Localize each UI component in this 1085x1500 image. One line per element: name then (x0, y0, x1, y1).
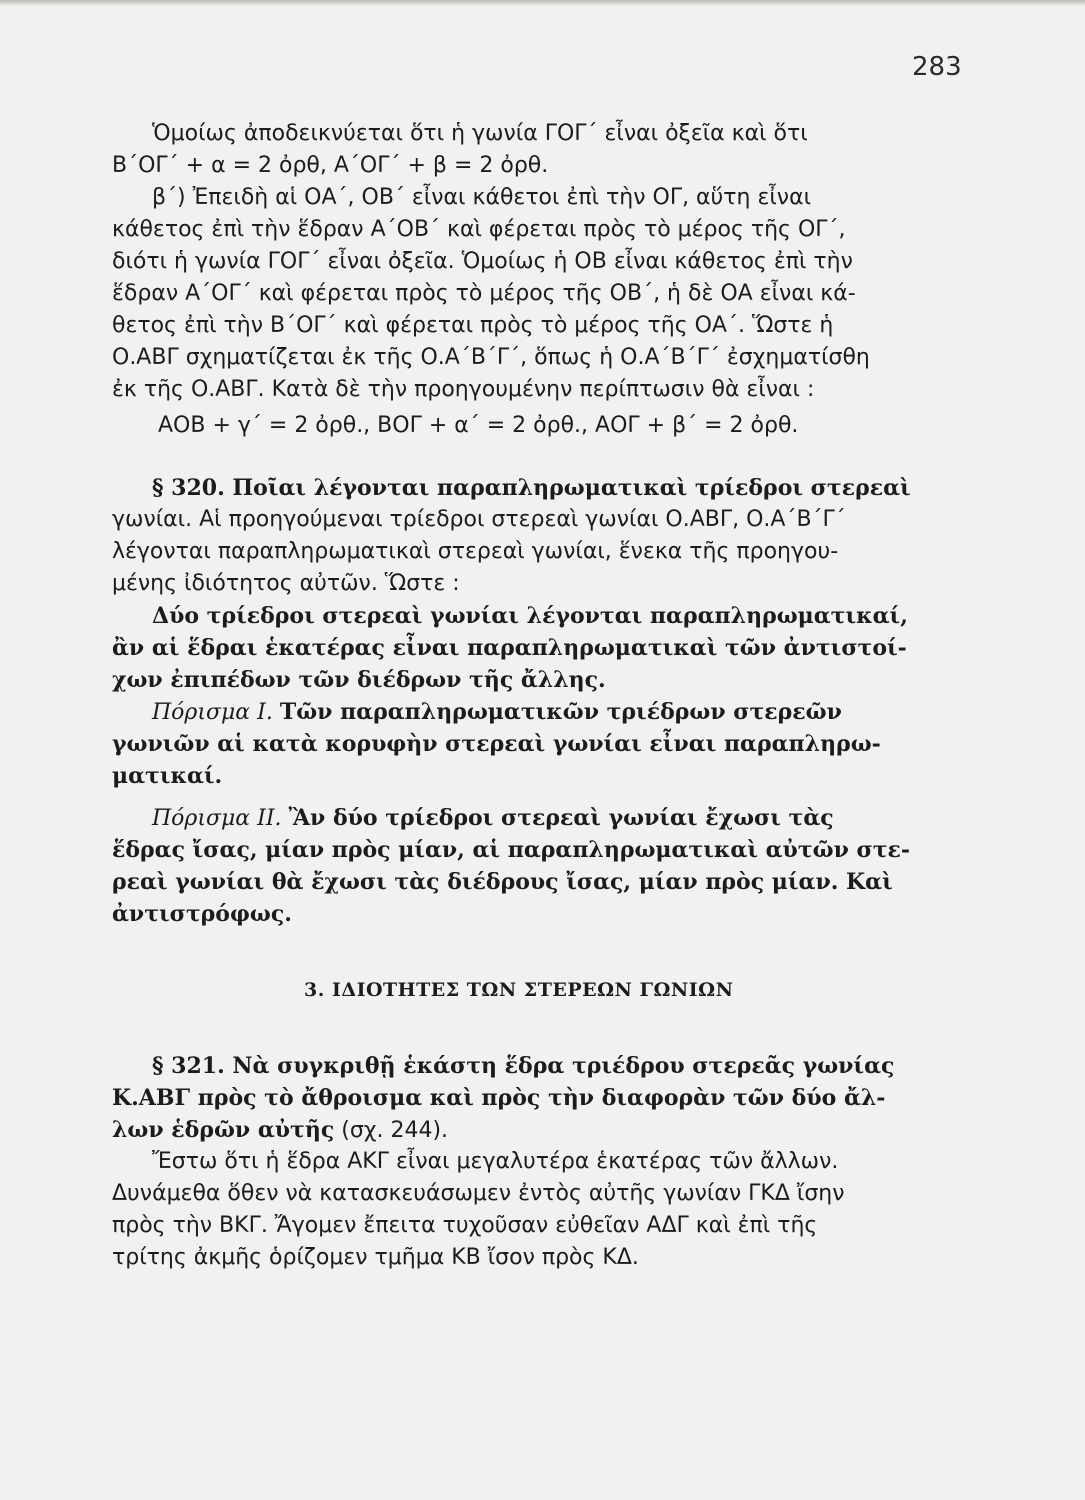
text-line: κάθετος ἐπὶ τὴν ἕδραν Α΄ΟΒ΄ καὶ φέρεται πρὸς τὸ μέρος τῆς ΟΓ΄, (112, 217, 846, 242)
text-line: Ἔστω ὅτι ἡ ἕδρα ΑΚΓ εἶναι μεγαλυτέρα ἑκατέρας τῶν ἄλλων. (152, 1149, 839, 1174)
section-321-heading-text: λων ἑδρῶν αὐτῆς (112, 1117, 335, 1143)
porisma-line: ματικαί. (112, 763, 223, 789)
porisma-1-label: Πόρισμα Ι. (152, 700, 273, 725)
definition-line: Δύο τρίεδροι στερεαὶ γωνίαι λέγονται παραπληρωματικαί, (152, 603, 908, 629)
page-number: 283 (912, 52, 962, 82)
porisma-2-text: Ἂν δύο τρίεδροι στερεαὶ γωνίαι ἔχωσι τὰς (288, 805, 834, 831)
section-321-heading-end (112, 1114, 970, 1146)
text-line: Δυνάμεθα ὅθεν νὰ κατασκευάσωμεν ἐντὸς αὐτῆς γωνίαν ΓΚΔ ἴσην (112, 1181, 845, 1206)
angle-equation-line: Β΄ΟΓ΄ + α = 2 ὀρθ, Α΄ΟΓ΄ + β = 2 ὀρθ. (112, 153, 549, 178)
text-line: μένης ἰδιότητος αὐτῶν. Ὥστε : (112, 571, 460, 596)
text-line: θετος ἐπὶ τὴν Β΄ΟΓ΄ καὶ φέρεται πρὸς τὸ μέρος τῆς ΟΑ΄. Ὥστε ἡ (112, 313, 834, 338)
definition-line: ἂν αἱ ἕδραι ἑκατέρας εἶναι παραπληρωματικαὶ τῶν ἀντιστοί- (112, 635, 907, 661)
definition-line: χων ἐπιπέδων τῶν διέδρων τῆς ἄλλης. (112, 667, 606, 693)
porisma-line: γωνιῶν αἱ κατὰ κορυφὴν στερεαὶ γωνίαι εἶναι παραπληρω- (112, 731, 881, 757)
porisma-2-line (112, 802, 970, 834)
section-title: 3. ΙΔΙΟΤΗΤΕΣ ΤΩΝ ΣΤΕΡΕΩΝ ΓΩΝΙΩΝ (304, 979, 734, 1001)
section-321-heading: § 321. Νὰ συγκριθῇ ἑκάστη ἕδρα τριέδρου στερεᾶς γωνίας (152, 1053, 895, 1079)
figure-reference: (σχ. 244). (341, 1118, 449, 1143)
text-line: διότι ἡ γωνία ΓΟΓ΄ εἶναι ὀξεῖα. Ὁμοίως ἡ ΟΒ εἶναι κάθετος ἐπὶ τὴν (112, 249, 853, 274)
text-line: γωνίαι. Αἱ προηγούμεναι τρίεδροι στερεαὶ γωνίαι Ο.ΑΒΓ, Ο.Α΄Β΄Γ΄ (112, 507, 846, 532)
text-line: πρὸς τὴν ΒΚΓ. Ἄγομεν ἔπειτα τυχοῦσαν εὐθεῖαν ΑΔΓ καὶ ἐπὶ τῆς (112, 1213, 818, 1238)
text-line: Ὁμοίως ἀποδεικνύεται ὅτι ἡ γωνία ΓΟΓ΄ εἶναι ὀξεῖα καὶ ὅτι (152, 121, 808, 146)
porisma-1-text: Τῶν παραπληρωματικῶν τριέδρων στερεῶν (279, 699, 842, 725)
text-line: τρίτης ἀκμῆς ὁρίζομεν τμῆμα ΚΒ ἴσον πρὸς ΚΔ. (112, 1245, 639, 1270)
formula-line: ΑΟΒ + γ΄ = 2 ὀρθ., ΒΟΓ + α΄ = 2 ὀρθ., ΑΟΓ + β΄ = 2 ὀρθ. (158, 413, 799, 438)
porisma-line: ἕδρας ἴσας, μίαν πρὸς μίαν, αἱ παραπληρωματικαὶ αὐτῶν στε- (112, 837, 911, 863)
text-line: ἐκ τῆς Ο.ΑΒΓ. Κατὰ δὲ τὴν προηγουμένην περίπτωσιν θὰ εἶναι : (112, 377, 815, 402)
text-line: λέγονται παραπληρωματικαὶ στερεαὶ γωνίαι, ἕνεκα τῆς προηγου- (112, 539, 839, 564)
text-line: Ο.ΑΒΓ σχηματίζεται ἐκ τῆς Ο.Α΄Β΄Γ΄, ὅπως ἡ Ο.Α΄Β΄Γ΄ ἐσχηματίσθη (112, 345, 870, 370)
page-body (112, 118, 970, 1274)
page-top-edge (0, 0, 1085, 6)
section-321-heading: Κ.ΑΒΓ πρὸς τὸ ἄθροισμα καὶ πρὸς τὴν διαφορὰν τῶν δύο ἄλ- (112, 1085, 886, 1111)
porisma-line: ρεαὶ γωνίαι θὰ ἔχωσι τὰς διέδρους ἴσας, μίαν πρὸς μίαν. Καὶ (112, 869, 893, 895)
porisma-1-line (112, 696, 970, 728)
text-line: β΄) Ἐπειδὴ αἱ ΟΑ΄, ΟΒ΄ εἶναι κάθετοι ἐπὶ τὴν ΟΓ, αὕτη εἶναι (152, 185, 812, 210)
text-line: ἕδραν Α΄ΟΓ΄ καὶ φέρεται πρὸς τὸ μέρος τῆς ΟΒ΄, ἡ δὲ ΟΑ εἶναι κά- (112, 281, 856, 306)
porisma-2-label: Πόρισμα ΙΙ. (152, 806, 282, 831)
section-320-heading: § 320. Ποῖαι λέγονται παραπληρωματικαὶ τρίεδροι στερεαὶ (152, 475, 911, 501)
porisma-line: ἀντιστρόφως. (112, 901, 292, 927)
